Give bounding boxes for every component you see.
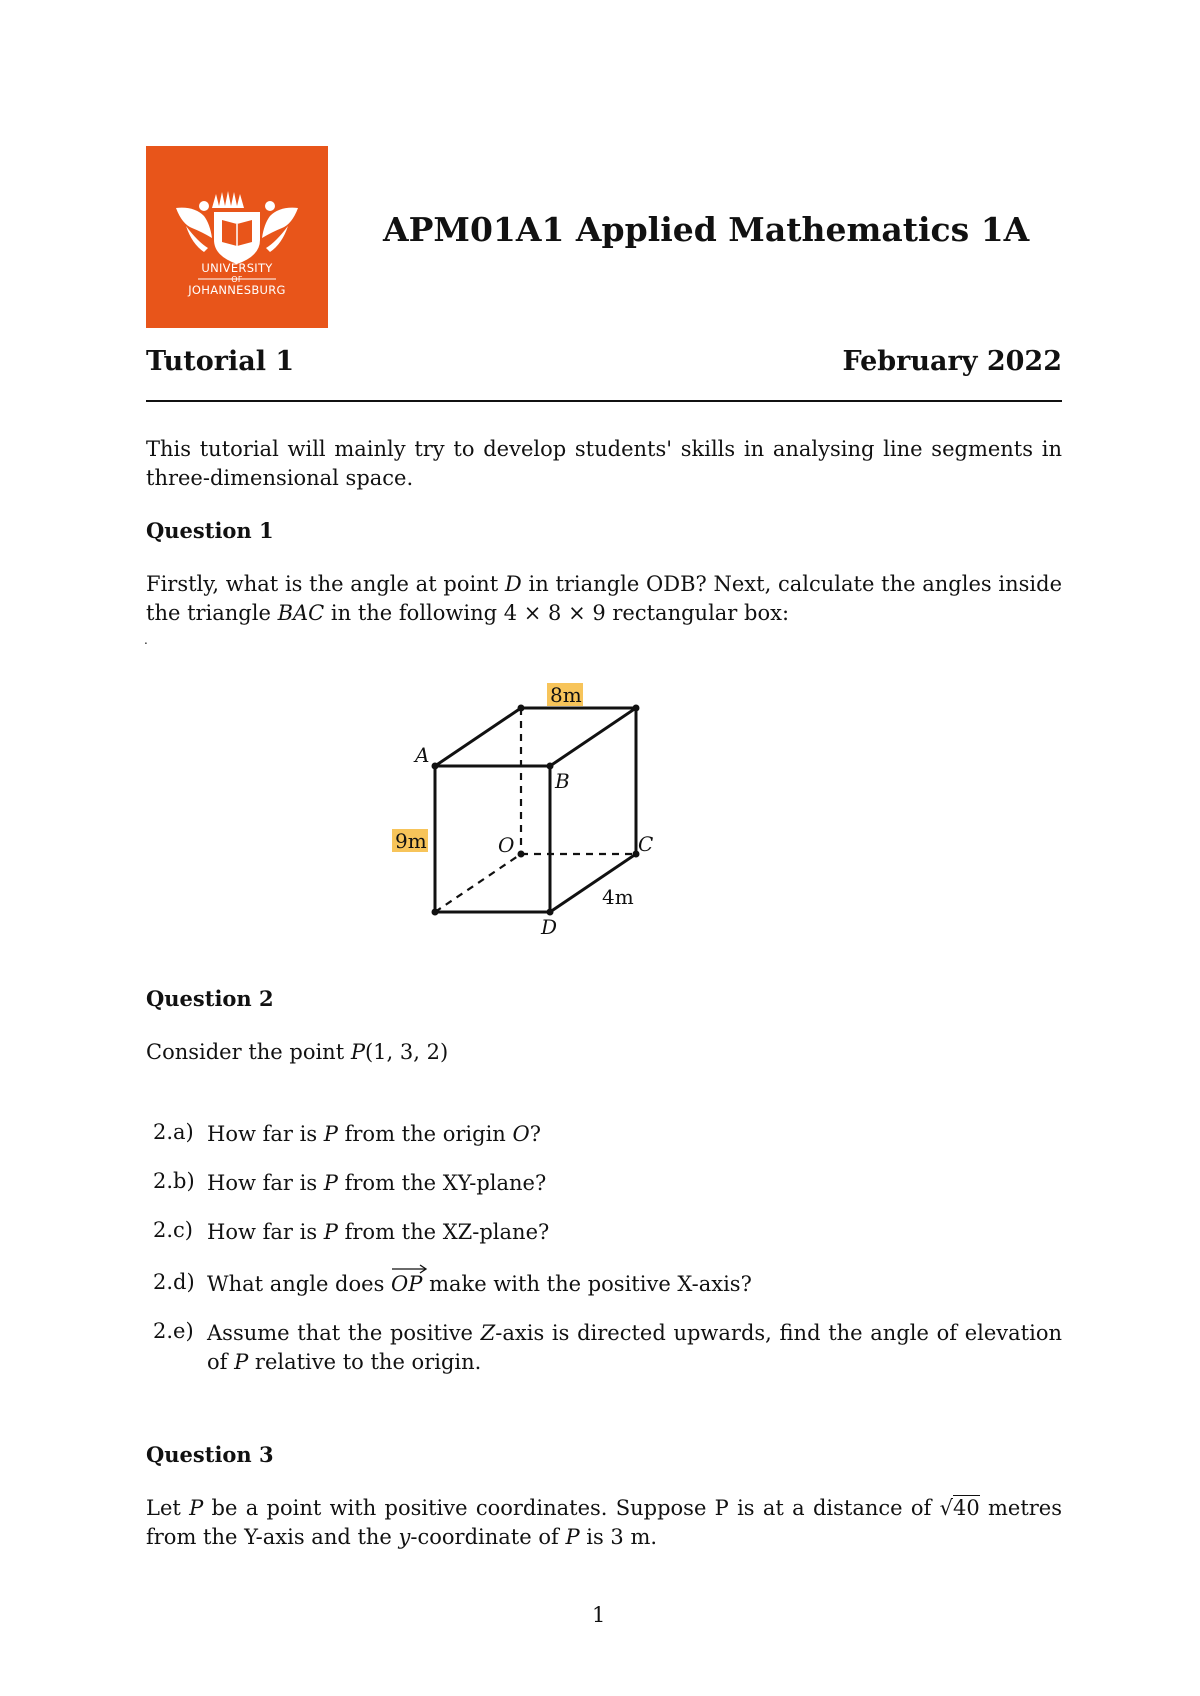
question-1-heading: Question 1 (146, 518, 274, 543)
vertex-top-back-right (633, 705, 640, 712)
q3-y: y (398, 1525, 411, 1549)
page-number: 1 (592, 1603, 606, 1627)
q2a-part: ? (529, 1122, 541, 1146)
crest-icon (146, 146, 328, 328)
q2a-label: 2.a) (153, 1120, 194, 1144)
vertex-b (547, 763, 554, 770)
q2e-part: relative to the origin. (248, 1350, 482, 1374)
q2e-point: P (234, 1350, 249, 1374)
tutorial-date: February 2022 (842, 346, 1062, 377)
question-2-intro (146, 1038, 1062, 1067)
q3-part: is 3 m. (579, 1525, 658, 1549)
label-d: D (541, 915, 558, 939)
logo-line-johannesburg: JOHANNESBURG (188, 283, 286, 297)
q2e-part: Assume that the positive (207, 1321, 481, 1345)
q2d-label: 2.d) (153, 1270, 195, 1294)
q2b-label: 2.b) (153, 1169, 195, 1193)
q1-triangle: BAC (277, 601, 325, 625)
label-8m: 8m (550, 683, 582, 707)
edge-top-left-depth (435, 708, 521, 766)
q2a-origin: O (512, 1122, 530, 1146)
q3-point: P (189, 1496, 204, 1520)
q2e-text (207, 1319, 1062, 1377)
q2c-text (207, 1218, 1062, 1247)
course-title: APM01A1 Applied Mathematics 1A (383, 210, 1030, 249)
q2e-axis: Z (480, 1321, 496, 1345)
header-divider (146, 400, 1062, 402)
q3-point: P (565, 1525, 580, 1549)
q3-part: Let (146, 1496, 190, 1520)
intro-paragraph: This tutorial will mainly try to develop students' skills in analysing line segments in three-dimensional space. (146, 437, 1062, 490)
q2e-label: 2.e) (153, 1319, 194, 1343)
edge-top-right-depth (550, 708, 636, 766)
q2b-part: How far is (207, 1171, 324, 1195)
q2d-part: What angle does (207, 1272, 392, 1296)
q2a-text (207, 1120, 1062, 1149)
q2e-part: -axis is directed upwards, find the angle of elevation of (207, 1321, 1062, 1374)
vector-arrow-icon (391, 1264, 429, 1274)
q2a-point: P (323, 1122, 338, 1146)
q3-radicand: 40 (952, 1496, 980, 1520)
label-o: O (498, 833, 515, 857)
vertex-bottom-left (432, 909, 439, 916)
q3-part: be a point with positive coordinates. Suppose P is at a distance of (203, 1496, 940, 1520)
box-figure (380, 670, 700, 940)
q2d-vector (391, 1270, 422, 1299)
logo-line-of: OF (231, 275, 243, 284)
q2c-part: How far is (207, 1220, 324, 1244)
q2-intro-part: Consider the point (146, 1040, 351, 1064)
label-9m: 9m (395, 829, 427, 853)
stray-dot: . (144, 633, 148, 647)
q3-part: metres from the Y-axis and the (146, 1496, 1063, 1549)
q2d-part: make with the positive X-axis? (422, 1272, 752, 1296)
question-1-text (146, 570, 1062, 628)
question-3-heading: Question 3 (146, 1442, 274, 1467)
q1-point-d: D (504, 572, 522, 596)
university-logo (146, 146, 328, 328)
label-a: A (415, 743, 430, 767)
q2-coordinates: (1, 3, 2) (364, 1040, 449, 1064)
q2c-part: from the XZ-plane? (337, 1220, 550, 1244)
q2d-text (207, 1270, 1062, 1299)
label-4m: 4m (602, 885, 634, 909)
q2a-part: from the origin (337, 1122, 513, 1146)
label-b: B (555, 769, 570, 793)
q2b-text (207, 1169, 1062, 1198)
q3-part: -coordinate of (410, 1525, 566, 1549)
q2c-label: 2.c) (153, 1218, 193, 1242)
q2a-part: How far is (207, 1122, 324, 1146)
q2b-part: from the XY-plane? (337, 1171, 547, 1195)
label-c: C (638, 832, 654, 856)
q2b-point: P (323, 1171, 338, 1195)
question-2-heading: Question 2 (146, 986, 274, 1011)
hidden-edge-left-depth (435, 854, 521, 912)
sqrt-symbol: √ (939, 1496, 953, 1520)
logo-line-university: UNIVERSITY (201, 261, 273, 275)
vertex-top-back-left (518, 705, 525, 712)
q2c-point: P (323, 1220, 338, 1244)
question-3-text (146, 1494, 1062, 1552)
vertex-a (432, 763, 439, 770)
q1-text-part: in triangle ODB? Next, calculate the angles inside the triangle (146, 572, 1063, 625)
q1-text-part: in the following 4 × 8 × 9 rectangular box: (324, 601, 790, 625)
q2d-vector-name: OP (391, 1272, 423, 1296)
q1-text-part: Firstly, what is the angle at point (146, 572, 505, 596)
q2-point-p: P (350, 1040, 365, 1064)
tutorial-label: Tutorial 1 (146, 346, 295, 377)
vertex-o (518, 851, 525, 858)
